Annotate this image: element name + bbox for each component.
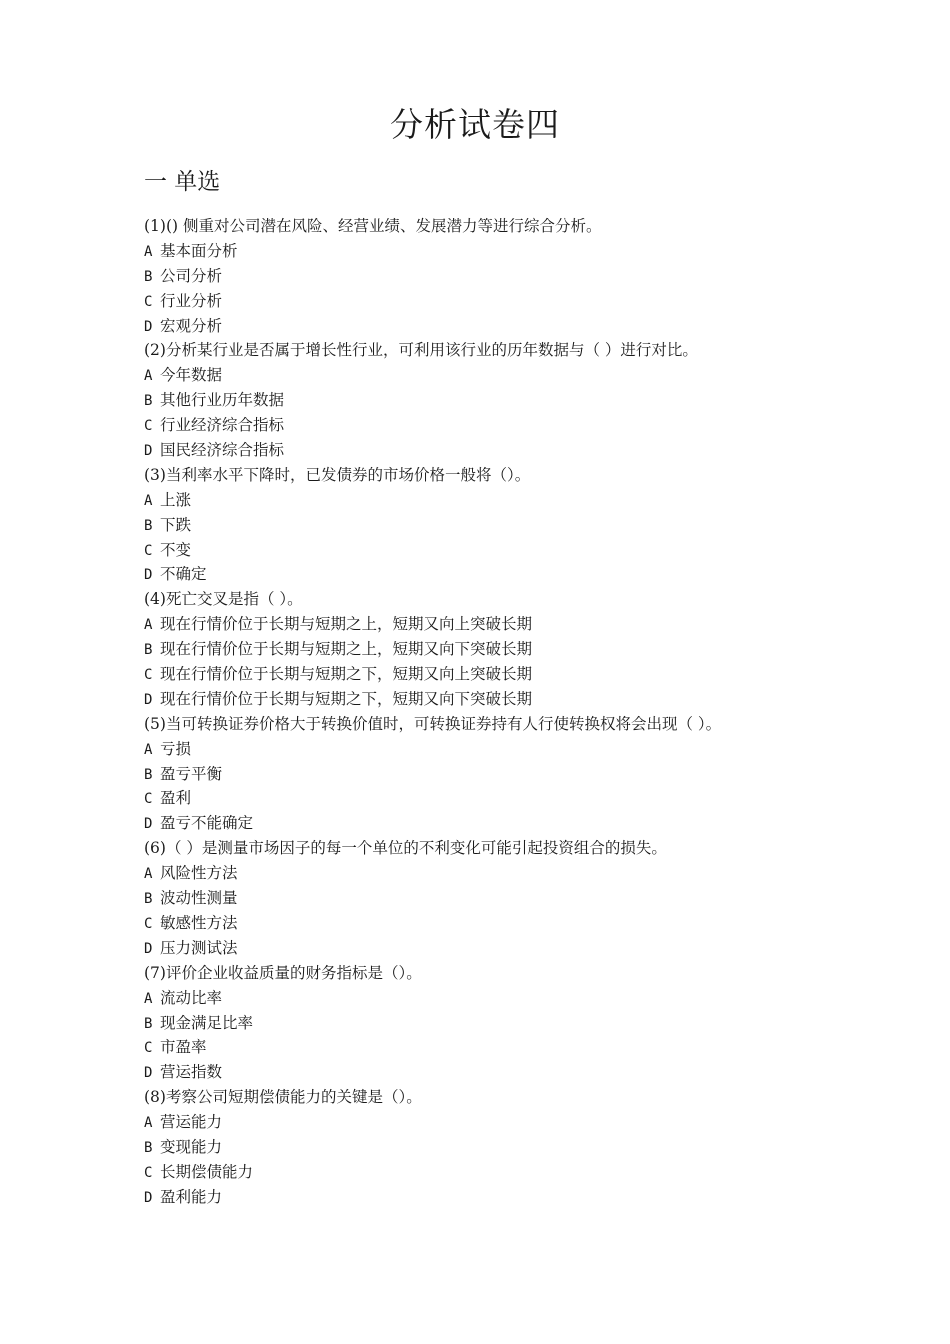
answer-option: [144, 488, 844, 513]
option-letter: A: [144, 741, 153, 758]
document-title: 分析试卷四: [390, 105, 560, 144]
option-letter: C: [144, 418, 153, 435]
option-text: 现在行情价位于长期与短期之下，短期又向下突破长期: [160, 689, 533, 708]
option-letter: C: [144, 1164, 153, 1181]
question-stem: (7)评价企业收益质量的财务指标是（）。: [144, 963, 422, 982]
question-block: [144, 961, 844, 1085]
option-letter: C: [144, 293, 153, 310]
option-letter: D: [144, 1189, 153, 1206]
question-block: [144, 836, 844, 960]
option-text: 现在行情价位于长期与短期之下，短期又向上突破长期: [160, 665, 533, 684]
option-text: 行业经济综合指标: [160, 416, 285, 435]
option-text: 不确定: [160, 565, 207, 584]
option-letter: A: [144, 866, 153, 883]
option-letter: A: [144, 243, 153, 260]
answer-option: [144, 438, 844, 463]
option-text: 亏损: [160, 739, 192, 758]
question-block: [144, 338, 844, 462]
answer-option: [144, 264, 844, 289]
option-letter: D: [144, 691, 153, 708]
option-text: 流动比率: [160, 988, 223, 1007]
answer-option: [144, 1185, 844, 1210]
answer-option: [144, 1060, 844, 1085]
option-text: 现在行情价位于长期与短期之上，短期又向下突破长期: [160, 640, 533, 659]
question-block: [144, 463, 844, 587]
answer-option: [144, 612, 844, 637]
option-text: 营运指数: [160, 1063, 223, 1082]
answer-option: [144, 1011, 844, 1036]
answer-option: [144, 886, 844, 911]
answer-option: [144, 936, 844, 961]
option-letter: B: [144, 517, 153, 534]
answer-option: [144, 1160, 844, 1185]
option-text: 变现能力: [160, 1137, 223, 1156]
answer-option: [144, 737, 844, 762]
question-stem: (4)死亡交叉是指（ ）。: [144, 590, 303, 609]
answer-option: [144, 986, 844, 1011]
question-block: [144, 1085, 844, 1209]
option-letter: D: [144, 318, 153, 335]
option-letter: A: [144, 617, 153, 634]
answer-option: [144, 786, 844, 811]
question-stem: (3)当利率水平下降时，已发债券的市场价格一般将（）。: [144, 465, 531, 484]
answer-option: [144, 1110, 844, 1135]
option-letter: D: [144, 443, 153, 460]
section-heading: 一 单选: [144, 169, 221, 195]
option-text: 盈利: [160, 789, 192, 808]
option-text: 国民经济综合指标: [160, 441, 285, 460]
option-text: 行业分析: [160, 291, 223, 310]
answer-option: [144, 811, 844, 836]
question-stem: (8)考察公司短期偿债能力的关键是（）。: [144, 1088, 422, 1107]
question-stem: (5)当可转换证券价格大于转换价值时，可转换证券持有人行使转换权将会出现（ ）。: [144, 714, 722, 733]
option-text: 风险性方法: [160, 864, 238, 883]
option-text: 现在行情价位于长期与短期之上，短期又向上突破长期: [160, 615, 533, 634]
option-text: 其他行业历年数据: [160, 391, 285, 410]
option-text: 盈亏平衡: [160, 764, 223, 783]
answer-option: [144, 687, 844, 712]
answer-option: [144, 562, 844, 587]
question-list: [144, 214, 844, 1210]
answer-option: [144, 637, 844, 662]
question-stem: (6)（ ）是测量市场因子的每一个单位的不利变化可能引起投资组合的损失。: [144, 839, 667, 858]
answer-option: [144, 513, 844, 538]
option-letter: D: [144, 567, 153, 584]
option-text: 今年数据: [160, 366, 223, 385]
option-text: 盈利能力: [160, 1187, 223, 1206]
answer-option: [144, 388, 844, 413]
option-text: 公司分析: [160, 266, 223, 285]
option-letter: D: [144, 816, 153, 833]
answer-option: [144, 662, 844, 687]
option-text: 上涨: [160, 490, 192, 509]
answer-option: [144, 762, 844, 787]
question-stem: (1)() 侧重对公司潜在风险、经营业绩、发展潜力等进行综合分析。: [144, 217, 602, 235]
option-letter: D: [144, 940, 153, 957]
answer-option: [144, 538, 844, 563]
answer-option: [144, 1035, 844, 1060]
question-block: [144, 712, 844, 836]
option-text: 不变: [160, 540, 192, 559]
option-text: 市盈率: [160, 1038, 207, 1057]
question-stem: (2)分析某行业是否属于增长性行业，可利用该行业的历年数据与（ ）进行对比。: [144, 341, 698, 360]
option-text: 压力测试法: [160, 938, 238, 957]
option-text: 下跌: [160, 515, 192, 534]
option-letter: A: [144, 492, 153, 509]
option-letter: B: [144, 393, 153, 410]
option-letter: C: [144, 1040, 153, 1057]
option-letter: C: [144, 791, 153, 808]
option-text: 宏观分析: [160, 316, 223, 335]
option-letter: B: [144, 642, 153, 659]
answer-option: [144, 911, 844, 936]
option-letter: C: [144, 667, 153, 684]
option-letter: D: [144, 1065, 153, 1082]
answer-option: [144, 861, 844, 886]
option-text: 营运能力: [160, 1113, 223, 1132]
option-text: 敏感性方法: [160, 913, 238, 932]
option-text: 波动性测量: [160, 889, 238, 908]
option-letter: C: [144, 915, 153, 932]
option-letter: A: [144, 1115, 153, 1132]
answer-option: [144, 413, 844, 438]
option-letter: A: [144, 990, 153, 1007]
option-text: 基本面分析: [160, 241, 238, 260]
option-letter: C: [144, 542, 153, 559]
question-block: [144, 587, 844, 711]
answer-option: [144, 1135, 844, 1160]
answer-option: [144, 289, 844, 314]
option-letter: B: [144, 766, 153, 783]
option-letter: B: [144, 891, 153, 908]
option-letter: B: [144, 268, 153, 285]
option-letter: A: [144, 368, 153, 385]
option-text: 盈亏不能确定: [160, 814, 254, 833]
answer-option: [144, 363, 844, 388]
question-block: [144, 214, 844, 338]
answer-option: [144, 239, 844, 264]
answer-option: [144, 314, 844, 339]
option-text: 长期偿债能力: [160, 1162, 254, 1181]
option-text: 现金满足比率: [160, 1013, 254, 1032]
option-letter: B: [144, 1015, 153, 1032]
option-letter: B: [144, 1139, 153, 1156]
